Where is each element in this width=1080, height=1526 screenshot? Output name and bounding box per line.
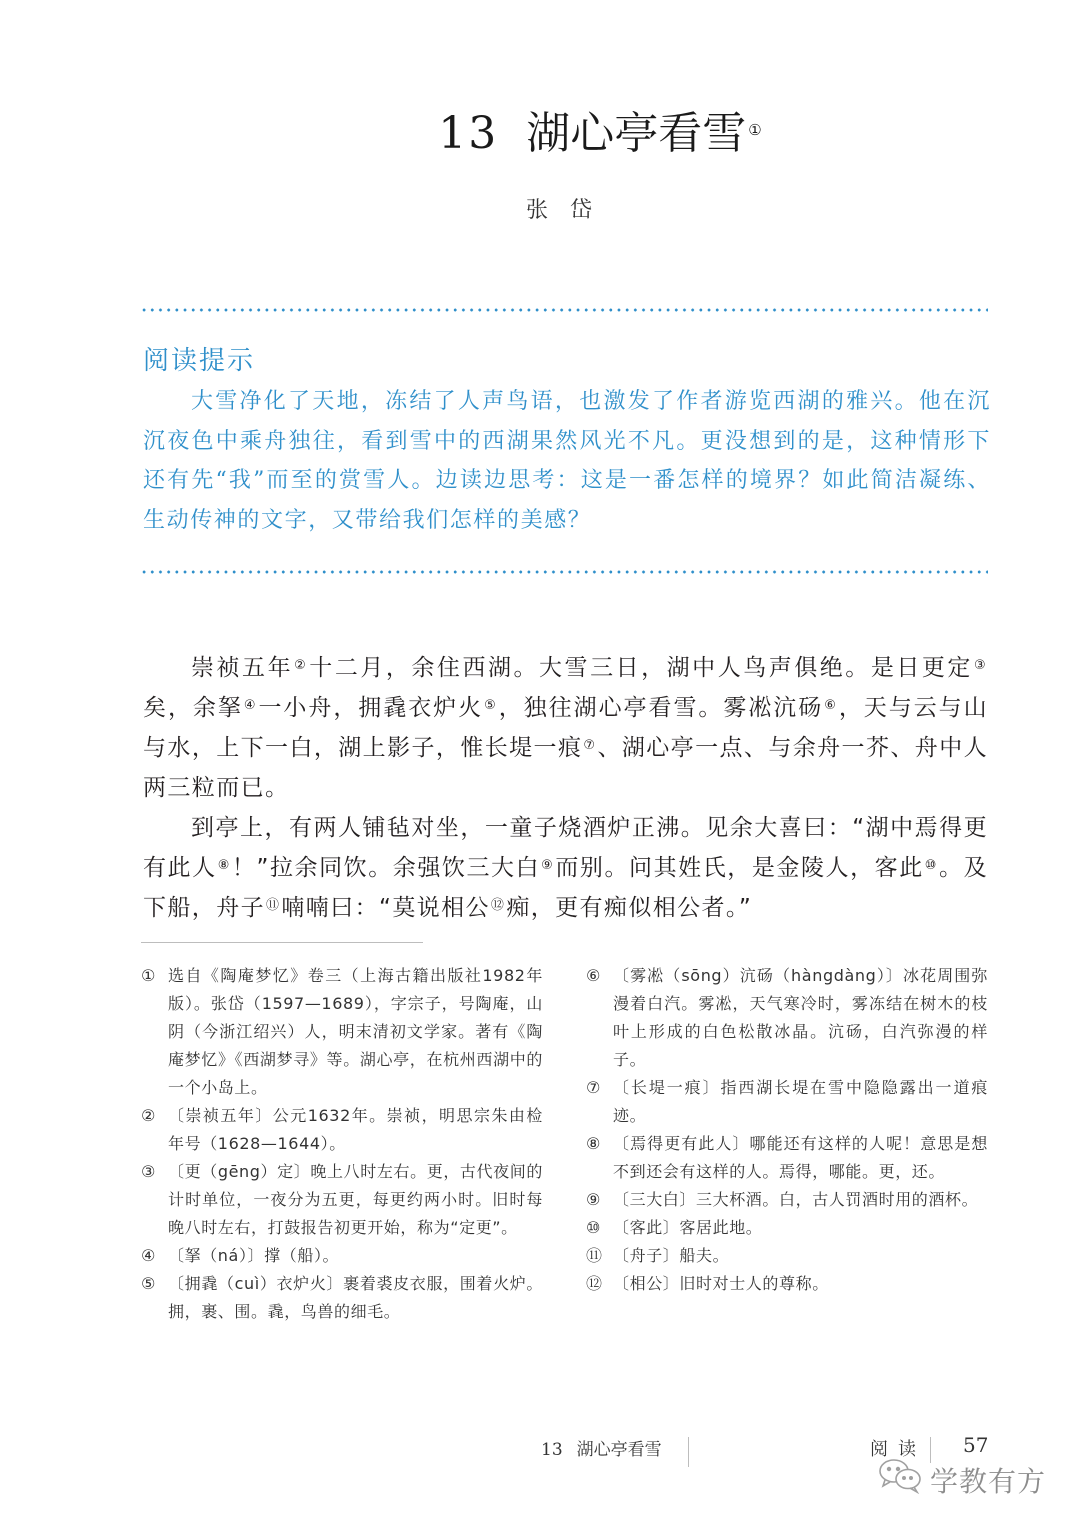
note-mark: ②	[294, 658, 309, 673]
watermark-text: 学教有方	[930, 1464, 1047, 1498]
text-segment: 而别。问其姓氏，是金陵人，客此	[555, 855, 924, 881]
footnote-3	[141, 1158, 543, 1242]
lesson-title-text: 湖心亭看雪	[526, 108, 747, 159]
footnote-mark: ⑨	[586, 1190, 601, 1209]
note-mark: ④	[243, 698, 258, 713]
dotted-divider-bottom	[140, 570, 988, 574]
footnote-11	[586, 1242, 988, 1270]
footnote-9	[586, 1186, 988, 1214]
text-segment: ！”拉余同饮。余强饮三大白	[231, 855, 541, 881]
note-mark: ⑩	[924, 858, 939, 873]
footnote-text: 〔相公〕旧时对士人的尊称。	[613, 1274, 829, 1293]
text-segment: 一小舟，拥毳衣炉火	[258, 695, 484, 721]
note-mark: ⑪	[266, 898, 281, 913]
note-mark: ⑦	[583, 738, 597, 753]
footnote-mark: ⑤	[141, 1274, 156, 1293]
footnote-12	[586, 1270, 988, 1298]
footnote-text: 〔舟子〕船夫。	[613, 1246, 730, 1265]
paragraph-2	[143, 808, 988, 928]
lesson-number: 13	[438, 108, 499, 159]
page-number: 57	[963, 1433, 989, 1457]
text-segment: 、湖心亭一点、与余舟一芥、舟中人两三粒而已。	[143, 735, 988, 801]
footnote-mark: ②	[141, 1106, 156, 1125]
footnote-4	[141, 1242, 543, 1270]
footnote-mark: ⑫	[586, 1274, 603, 1293]
footnote-separator	[141, 942, 423, 943]
dotted-divider-top	[140, 308, 988, 312]
footnote-mark: ③	[141, 1162, 156, 1181]
text-segment: 。及下船，舟子	[143, 855, 988, 921]
footnote-mark: ⑪	[586, 1246, 603, 1265]
reading-tips-heading: 阅读提示	[143, 346, 256, 376]
footnote-7	[586, 1074, 988, 1130]
footnote-text: 〔焉得更有此人〕哪能还有这样的人呢！意思是想不到还会有这样的人。焉得，哪能。更，还。	[613, 1134, 988, 1181]
footnote-mark: ④	[141, 1246, 156, 1265]
watermark	[876, 1458, 1046, 1501]
footnotes-left-column	[141, 962, 543, 1326]
footnote-text: 〔雾凇（sōng）沆砀（hàngdàng）〕冰花周围弥漫着白汽。雾凇，天气寒冷时，雾冻结在树木的枝叶上形成的白色松散冰晶。沆砀，白汽弥漫的样子。	[613, 966, 988, 1069]
note-mark: ⑨	[541, 858, 555, 873]
note-mark: ③	[973, 658, 987, 673]
footnote-mark: ⑦	[586, 1078, 601, 1097]
footer-lesson-title: 湖心亭看雪	[576, 1440, 662, 1460]
paragraph-1	[143, 648, 988, 808]
text-segment: ，天与云与山与水，上下一白，湖上影子，惟长堤一痕	[143, 695, 989, 761]
footnote-text: 〔崇祯五年〕公元1632年。崇祯，明思宗朱由检年号（1628—1644）。	[168, 1106, 543, 1153]
note-mark: ⑥	[824, 698, 838, 713]
footnote-2	[141, 1102, 543, 1158]
footnote-10	[586, 1214, 988, 1242]
text-segment: 矣，余拏	[143, 695, 243, 721]
text-segment: 喃喃曰：“莫说相公	[281, 895, 490, 921]
footer-lesson-number: 13	[541, 1440, 563, 1460]
footer-section-label: 阅读	[870, 1439, 926, 1460]
footnote-text: 选自《陶庵梦忆》卷三（上海古籍出版社1982年版）。张岱（1597—1689），字宗子，号陶庵，山阴（今浙江绍兴）人，明末清初文学家。著有《陶庵梦忆》《西湖梦寻》等。湖心亭，在杭州西湖中的一个小岛上。	[168, 966, 543, 1097]
reading-tips-body: 大雪净化了天地，冻结了人声鸟语，也激发了作者游览西湖的雅兴。他在沉沉夜色中乘舟独往，看到雪中的西湖果然风光不凡。更没想到的是，这种情形下还有先“我”而至的赏雪人。边读边思考：这是一番怎样的境界？如此简洁凝练、生动传神的文字，又带给我们怎样的美感？	[143, 389, 991, 533]
lesson-title	[0, 104, 1080, 164]
footnote-mark: ⑧	[586, 1134, 601, 1153]
footnote-mark: ①	[141, 966, 156, 985]
footnote-text: 〔客此〕客居此地。	[613, 1218, 763, 1237]
note-mark: ⑫	[490, 898, 506, 913]
title-note-mark: ①	[748, 121, 762, 139]
footnote-8	[586, 1130, 988, 1186]
footnote-text: 〔更（gēng）定〕晚上八时左右。更，古代夜间的计时单位，一夜分为五更，每更约两小时。旧时每晚八时左右，打鼓报告初更开始，称为“定更”。	[168, 1162, 543, 1237]
text-segment: ，独往湖心亭看雪。雾凇沆砀	[498, 695, 824, 721]
text-segment: 到亭上，有两人铺毡对坐，一童子烧酒炉正沸。见余大喜曰：“湖中焉得更有此人	[143, 815, 988, 881]
wechat-icon	[876, 1458, 924, 1501]
author: 张岱	[525, 198, 614, 223]
footnote-text: 〔拥毳（cuì）衣炉火〕裹着裘皮衣服，围着火炉。拥，裹、围。毳，鸟兽的细毛。	[168, 1274, 543, 1321]
footnote-mark: ⑥	[586, 966, 601, 985]
note-mark: ⑤	[484, 698, 498, 713]
footnote-text: 〔三大白〕三大杯酒。白，古人罚酒时用的酒杯。	[613, 1190, 979, 1209]
footnote-1	[141, 962, 543, 1102]
footnote-6	[586, 962, 988, 1074]
text-segment: 十二月，余住西湖。大雪三日，湖中人鸟声俱绝。是日更定	[309, 655, 973, 681]
running-footer-title	[541, 1435, 662, 1460]
text-segment: 崇祯五年	[191, 655, 294, 681]
footnote-5	[141, 1270, 543, 1326]
footer-divider	[688, 1437, 689, 1467]
footnote-text: 〔长堤一痕〕指西湖长堤在雪中隐隐露出一道痕迹。	[613, 1078, 988, 1125]
main-text	[143, 648, 988, 928]
text-segment: 痴，更有痴似相公者。”	[506, 895, 753, 921]
footnote-text: 〔拏（ná）〕撑（船）。	[168, 1246, 340, 1265]
note-mark: ⑧	[217, 858, 231, 873]
footnote-mark: ⑩	[586, 1218, 601, 1237]
footnotes-right-column	[586, 962, 988, 1298]
